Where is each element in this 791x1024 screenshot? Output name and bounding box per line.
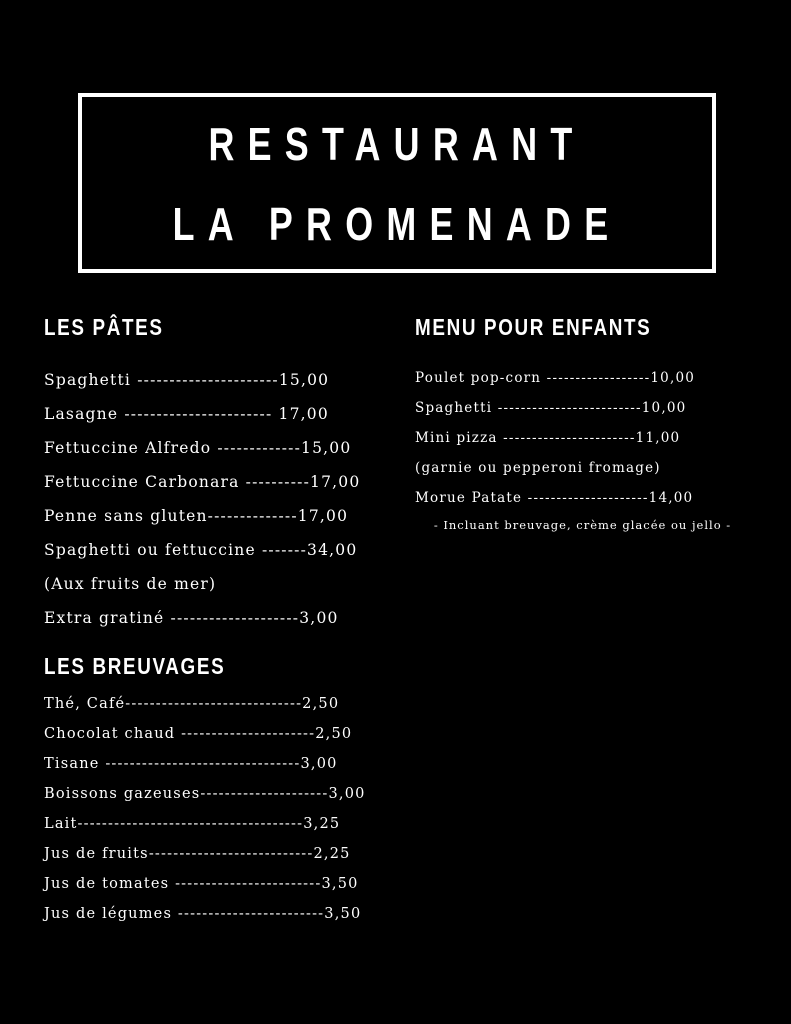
menu-item: Spaghetti -------------------------10,00 xyxy=(415,400,687,416)
menu-item: Mini pizza -----------------------11,00 xyxy=(415,430,681,446)
enfants-list xyxy=(415,363,695,513)
title-line-name: LA PROMENADE xyxy=(172,198,622,250)
menu-item: Spaghetti ou fettuccine -------34,00 xyxy=(44,541,358,559)
section-heading-breuvages: LES BREUVAGES xyxy=(44,653,226,679)
restaurant-title-box xyxy=(78,93,716,273)
menu-item: Lasagne ----------------------- 17,00 xyxy=(44,405,329,423)
menu-item: Fettuccine Alfredo -------------15,00 xyxy=(44,439,352,457)
menu-item: Poulet pop-corn ------------------10,00 xyxy=(415,370,696,386)
menu-item: Penne sans gluten--------------17,00 xyxy=(44,507,349,525)
menu-item: Fettuccine Carbonara ----------17,00 xyxy=(44,473,361,491)
breuvages-list xyxy=(44,689,366,929)
menu-item: Tisane --------------------------------3,00 xyxy=(44,756,338,772)
menu-item-note: (Aux fruits de mer) xyxy=(44,575,217,593)
title-line-restaurant: RESTAURANT xyxy=(208,118,586,170)
section-heading-enfants: MENU POUR ENFANTS xyxy=(415,314,652,340)
menu-item-note: (garnie ou pepperoni fromage) xyxy=(415,460,661,476)
enfants-included-note: - Incluant breuvage, crème glacée ou jello - xyxy=(433,518,732,532)
menu-item: Boissons gazeuses---------------------3,00 xyxy=(44,786,366,802)
menu-item: Lait-------------------------------------3,25 xyxy=(44,816,341,832)
pates-list xyxy=(44,363,360,635)
menu-item: Jus de légumes ------------------------3,50 xyxy=(44,906,362,922)
menu-item: Morue Patate ---------------------14,00 xyxy=(415,490,694,506)
menu-item: Spaghetti ----------------------15,00 xyxy=(44,371,330,389)
section-heading-pates: LES PÂTES xyxy=(44,314,164,340)
menu-item: Extra gratiné --------------------3,00 xyxy=(44,609,339,627)
menu-item: Thé, Café-----------------------------2,50 xyxy=(44,696,340,712)
menu-item: Jus de tomates ------------------------3,50 xyxy=(44,876,359,892)
menu-item: Jus de fruits---------------------------2,25 xyxy=(44,846,351,862)
menu-item: Chocolat chaud ----------------------2,50 xyxy=(44,726,353,742)
